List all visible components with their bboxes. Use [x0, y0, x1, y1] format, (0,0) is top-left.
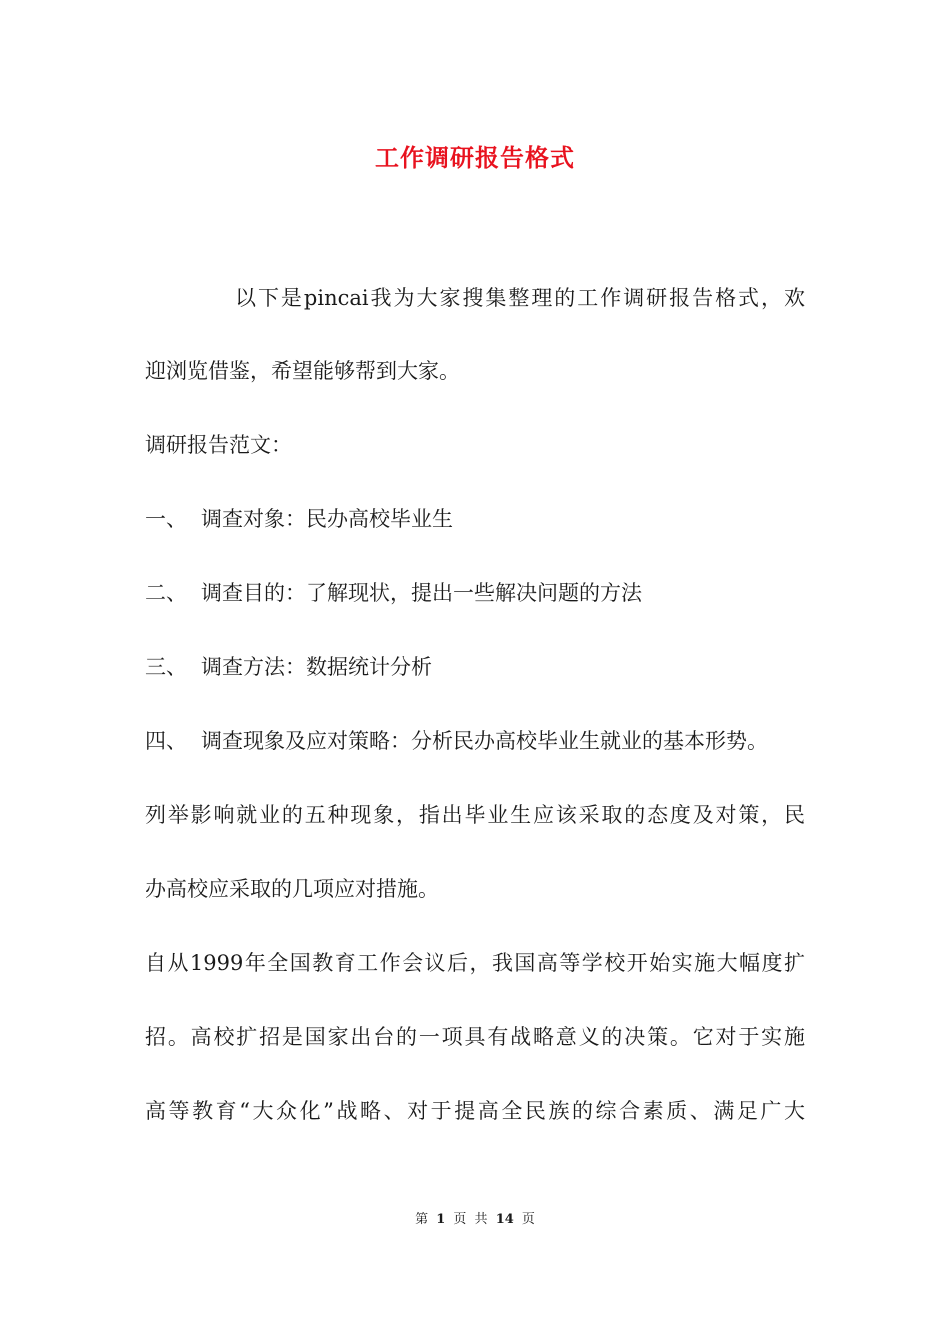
- list-item-3: [145, 652, 805, 682]
- sample-heading: 调研报告范文：: [145, 433, 292, 457]
- list-text: 调查现象及应对策略：分析民办高校毕业生就业的基本形势。: [201, 729, 768, 753]
- footer-suffix: 页: [521, 1212, 535, 1227]
- current-page-number: 1: [436, 1212, 446, 1227]
- list-number: 二、: [145, 581, 187, 605]
- footer-middle: 页 共: [453, 1212, 488, 1227]
- paragraph-1-line-2: 办高校应采取的几项应对措施。: [145, 877, 439, 901]
- paragraph-2-line-1: 自从1999年全国教育工作会议后，我国高等学校开始实施大幅度扩: [145, 951, 805, 975]
- intro-line-2: 迎浏览借鉴，希望能够帮到大家。: [145, 359, 460, 383]
- footer-prefix: 第: [415, 1212, 429, 1227]
- list-number: 一、: [145, 507, 187, 531]
- document-title: 工作调研报告格式: [375, 143, 575, 172]
- list-text: 调查对象：民办高校毕业生: [201, 507, 453, 531]
- page-footer: [0, 1208, 950, 1227]
- list-item-1: [145, 504, 805, 534]
- list-text: 调查目的：了解现状，提出一些解决问题的方法: [201, 581, 642, 605]
- paragraph-1-line-1: 列举影响就业的五种现象，指出毕业生应该采取的态度及对策，民: [145, 803, 805, 827]
- total-page-count: 14: [495, 1212, 514, 1227]
- paragraph-2-line-3: 高等教育“大众化”战略、对于提高全民族的综合素质、满足广大: [145, 1099, 805, 1123]
- list-item-4: [145, 726, 805, 756]
- list-number: 三、: [145, 655, 187, 679]
- list-text: 调查方法：数据统计分析: [201, 655, 432, 679]
- intro-line-1: 以下是pincai我为大家搜集整理的工作调研报告格式，欢: [235, 286, 805, 310]
- paragraph-2-line-2: 招。高校扩招是国家出台的一项具有战略意义的决策。它对于实施: [145, 1025, 805, 1049]
- list-item-2: [145, 578, 805, 608]
- list-number: 四、: [145, 729, 187, 753]
